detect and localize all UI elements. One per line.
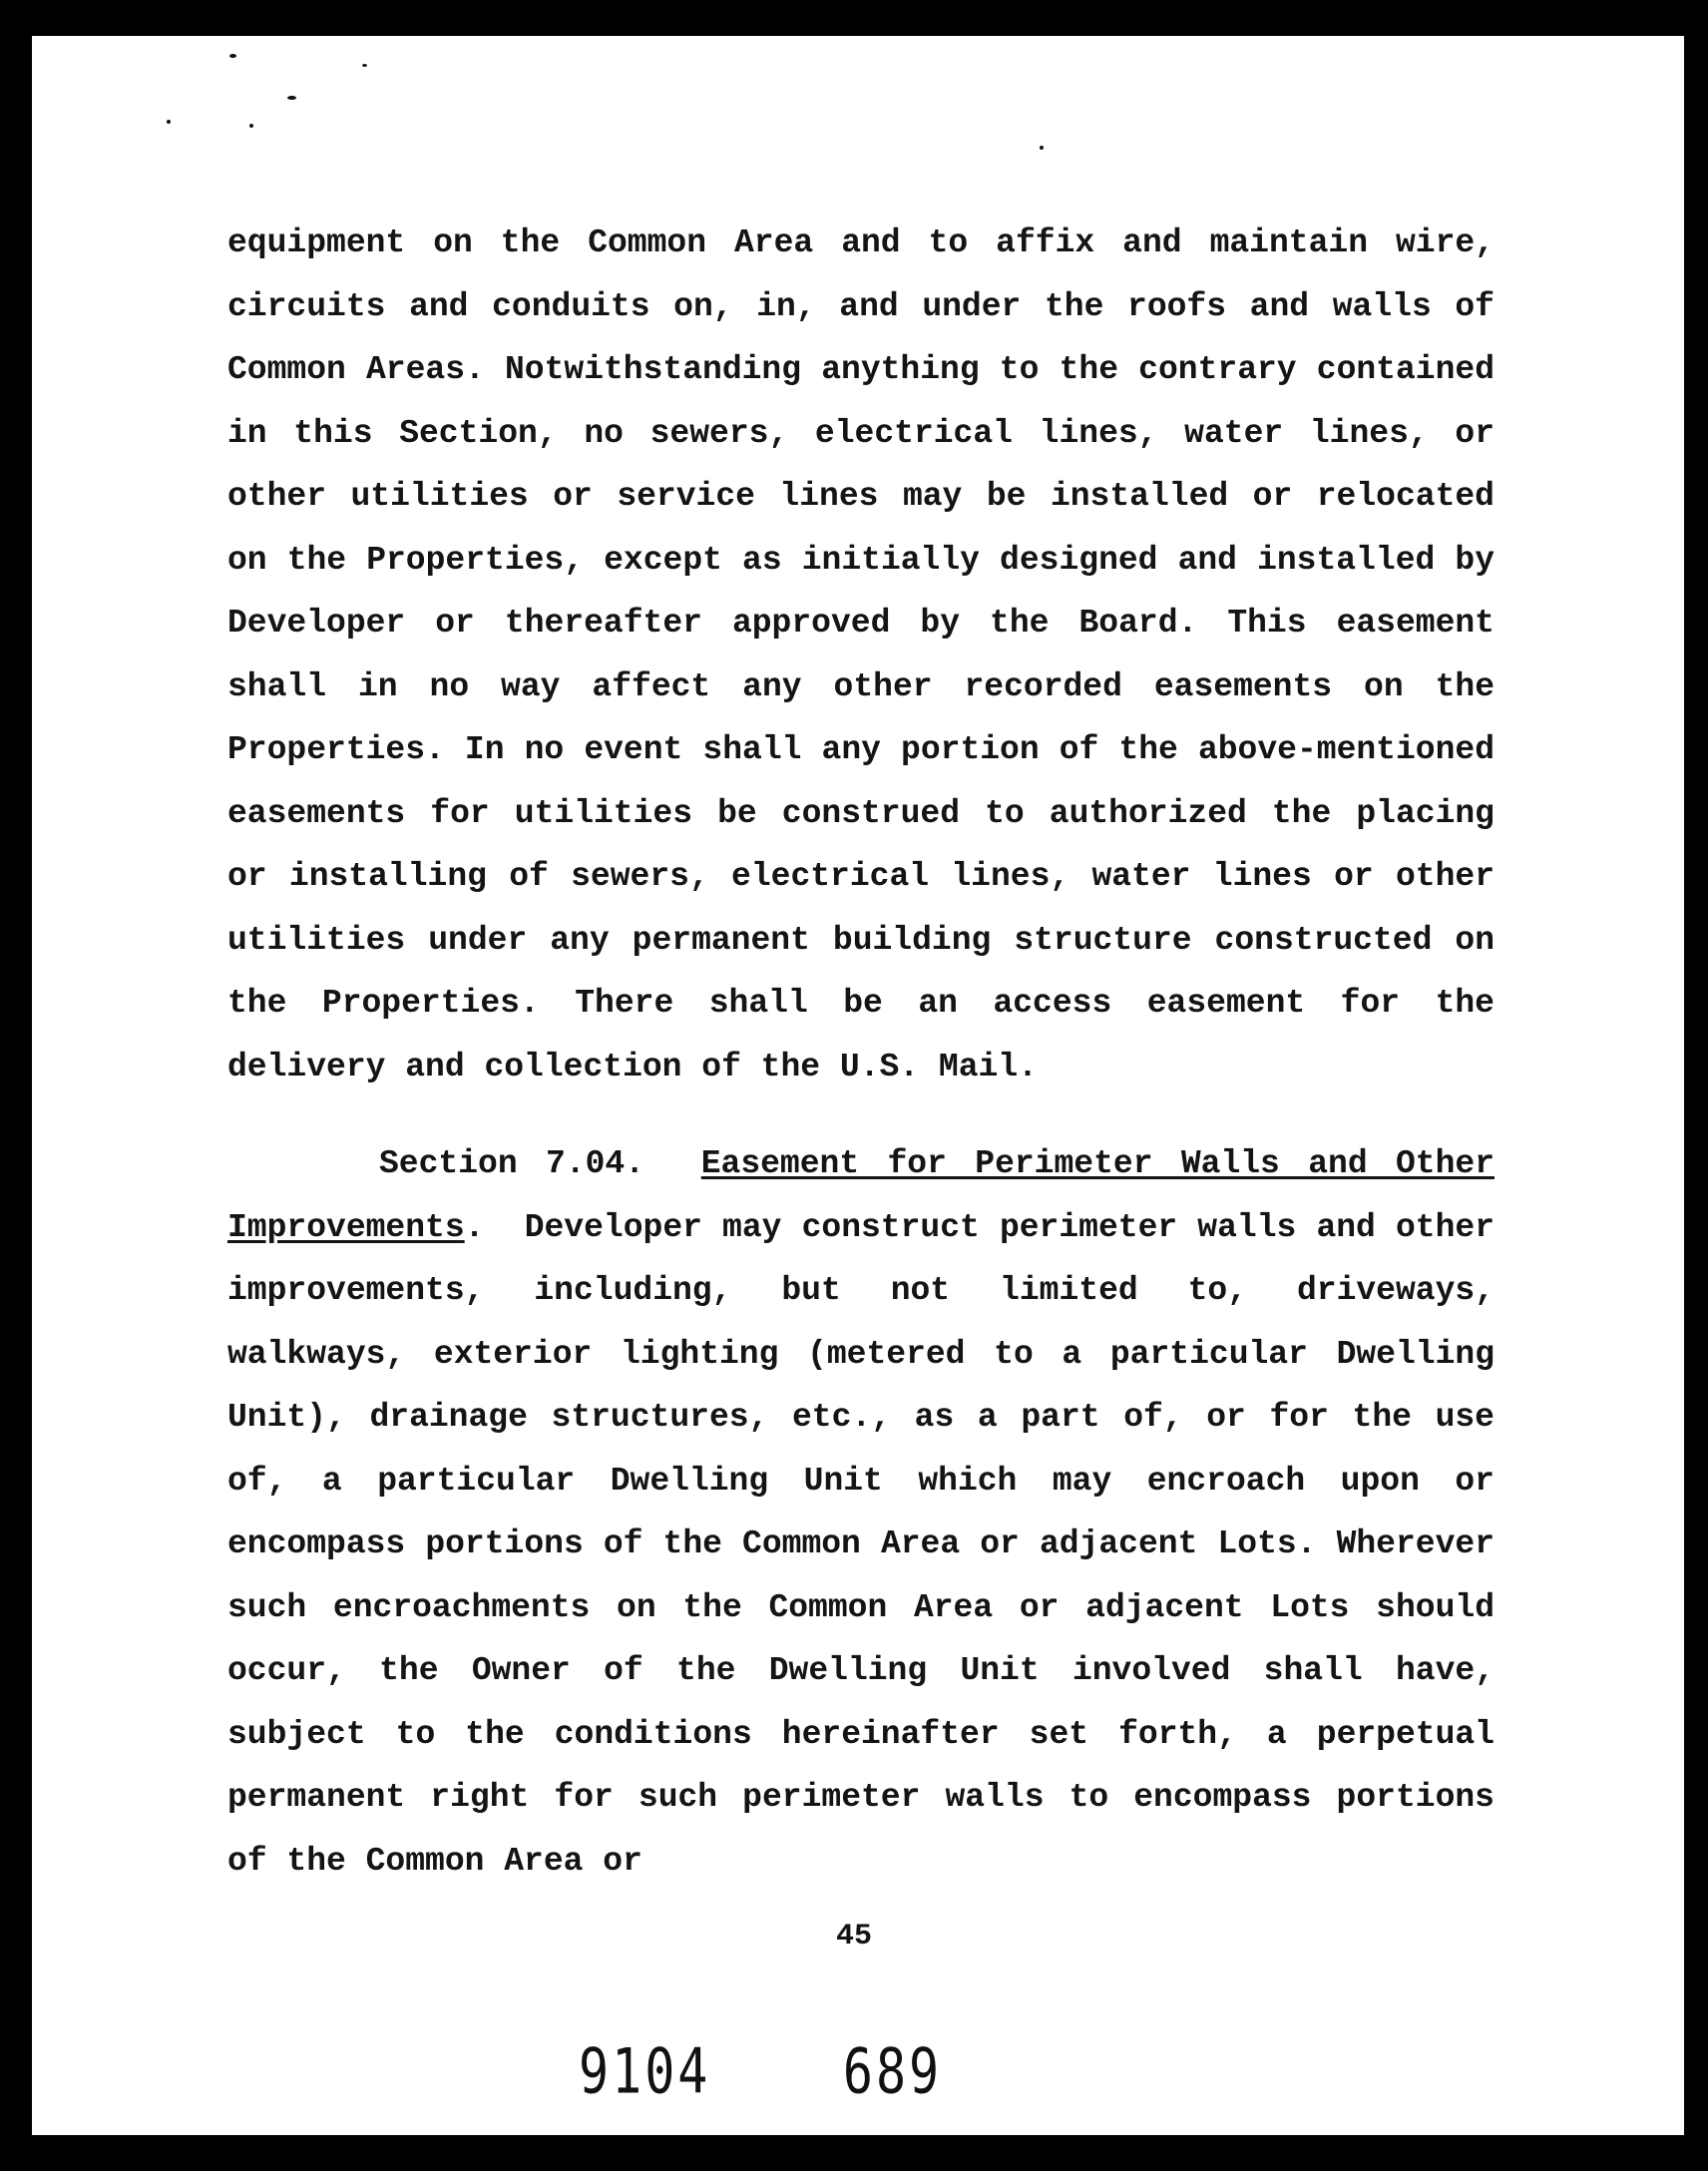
paragraph-section-7-04: Section 7.04. Easement for Perimeter Walls and Other Improvements. Developer may construct perimeter walls and other improvements, including, but not limited to, driveways, walkways, exterior lighting (metered to a particular Dwelling Unit), drainage structures, etc., as a part of, or for the use of, a particular Dwelling Unit which may encroach upon or encompass portions of the Common Area or adjacent Lots. Wherever such encroachments on the Common Area or adjacent Lots should occur, the Owner of the Dwelling Unit involved shall have, subject to the conditions hereinafter set forth, a perpetual permanent right for such perimeter walls to encompass portions of the Common Area or bbox=[227, 1145, 1494, 1880]
stamp-right: 689 bbox=[842, 2035, 943, 2108]
stamp-left: 9104 bbox=[579, 2035, 711, 2108]
page-number: 45 bbox=[835, 1920, 872, 1954]
section-number: Section 7.04. bbox=[379, 1145, 644, 1182]
document-stamp-number bbox=[579, 2035, 942, 2108]
document-body bbox=[227, 212, 1494, 1893]
section-body: Developer may construct perimeter walls and other improvements, including, but not limited to, driveways, walkways, exterior lighting (metered to a particular Dwelling Unit), drainage structures, etc., as a part of, or for the use of, a particular Dwelling Unit which may encroach upon or encompass portions of the Common Area or adjacent Lots. Wherever such encroachments on the Common Area or adjacent Lots should occur, the Owner of the Dwelling Unit involved shall have, subject to the conditions hereinafter set forth, a perpetual permanent right for such perimeter walls to encompass portions of the Common Area or bbox=[227, 1208, 1494, 1880]
section-title: Easement for Perimeter Walls and Other Improvements bbox=[227, 1145, 1494, 1246]
paragraph-easement-utilities: equipment on the Common Area and to affix and maintain wire, circuits and conduits on, in, and under the roofs and walls of Common Areas. Notwithstanding anything to the contrary contained in this Section, no sewers, electrical lines, water lines, or other utilities or service lines may be installed or relocated on the Properties, except as initially designed and installed by Developer or thereafter approved by the Board. This easement shall in no way affect any other recorded easements on the Properties. In no event shall any portion of the above-mentioned easements for utilities be construed to authorized the placing or installing of sewers, electrical lines, water lines or other utilities under any permanent building structure constructed on the Properties. There shall be an access easement for the delivery and collection of the U.S. Mail. bbox=[227, 224, 1494, 1086]
